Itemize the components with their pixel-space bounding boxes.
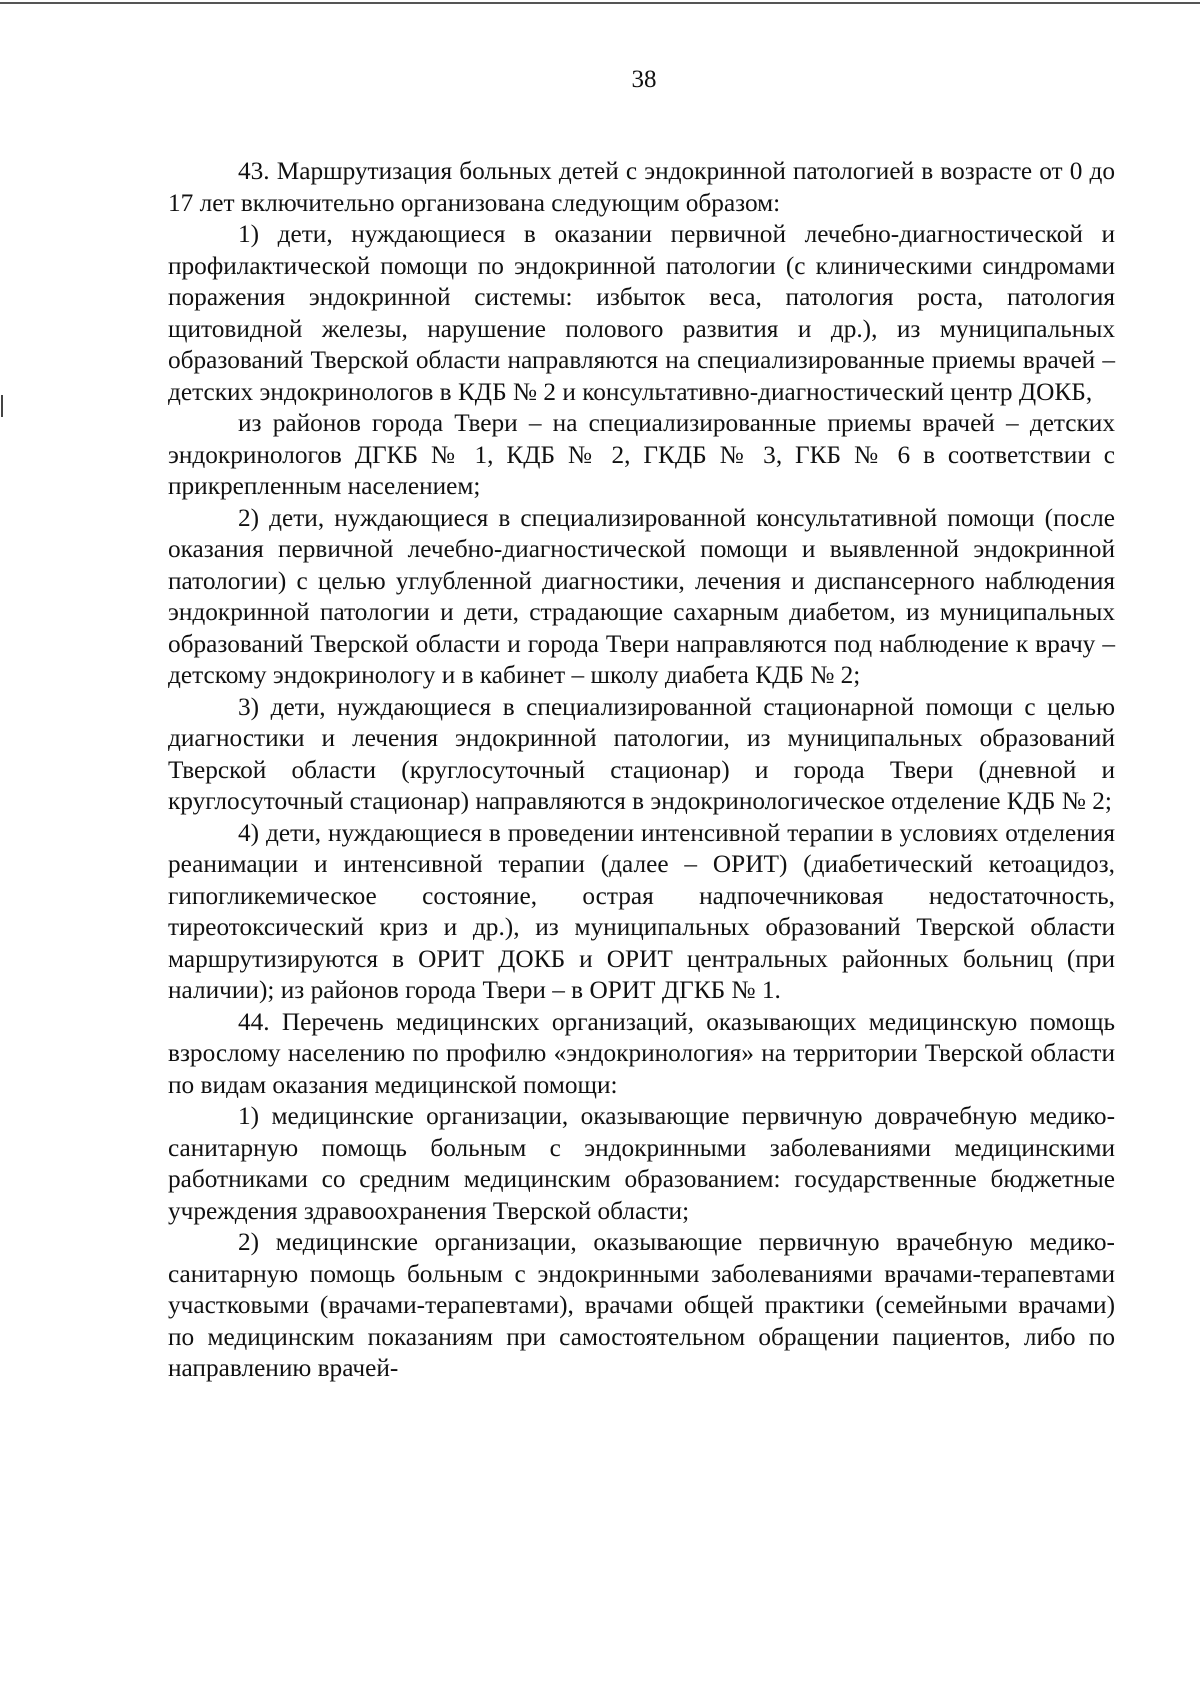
- paragraph-44-item-2: 2) медицинские организации, оказывающие первичную врачебную медико-санитарную помощь больным с эндокринными заболеваниями врачами-терапевтами участковыми (врачами-терапевтами), врачами общей практики (семейными врачами) по медицинским показаниям при самостоятельном обращении пациентов, либо по направлению врачей-: [168, 1228, 1115, 1382]
- paragraph-43-intro: 43. Маршрутизация больных детей с эндокринной патологией в возрасте от 0 до 17 лет включительно организована следующим образом:: [168, 157, 1115, 217]
- scan-border-line: [0, 2, 1200, 4]
- paragraph-44-intro: 44. Перечень медицинских организаций, оказывающих медицинскую помощь взрослому населению по профилю «эндокринология» на территории Тверской области по видам оказания медицинской помощи:: [168, 1007, 1115, 1099]
- paragraph-44-item-1: 1) медицинские организации, оказывающие первичную доврачебную медико-санитарную помощь больным с эндокринными заболеваниями медицинскими работниками со средним медицинским образованием: государственные бюджетные учреждения здравоохранения Тверской области;: [168, 1102, 1115, 1225]
- page-number: 38: [631, 66, 657, 93]
- paragraph-43-item-4: 4) дети, нуждающиеся в проведении интенсивной терапии в условиях отделения реанимации и интенсивной терапии (далее – ОРИТ) (диабетический кетоацидоз, гипогликемическое состояние, острая надпочечниковая недостаточность, тиреотоксический криз и др.), из муниципальных образований Тверской области маршрутизируются в ОРИТ ДОКБ и ОРИТ центральных районных больниц (при наличии); из районов города Твери – в ОРИТ ДГКБ № 1.: [168, 818, 1115, 1004]
- paragraph-43-item-3: 3) дети, нуждающиеся в специализированной стационарной помощи с целью диагностики и лечения эндокринной патологии, из муниципальных образований Тверской области (круглосуточный стационар) и города Твери (дневной и круглосуточный стационар) направляются в эндокринологическое отделение КДБ № 2;: [168, 692, 1115, 815]
- paragraph-43-item-1-tver: из районов города Твери – на специализированные приемы врачей – детских эндокринологов ДГКБ № 1, КДБ № 2, ГКДБ № 3, ГКБ № 6 в соответствии с прикрепленным населением;: [168, 409, 1115, 500]
- paragraph-43-item-2: 2) дети, нуждающиеся в специализированной консультативной помощи (после оказания первичной лечебно-диагностической помощи и выявленной эндокринной патологии) с целью углубленной диагностики, лечения и диспансерного наблюдения эндокринной патологии и дети, страдающие сахарным диабетом, из муниципальных образований Тверской области и города Твери направляются под наблюдение к врачу – детскому эндокринологу и в кабинет – школу диабета КДБ № 2;: [168, 503, 1115, 689]
- paragraph-43-item-1: 1) дети, нуждающиеся в оказании первичной лечебно-диагностической и профилактической помощи по эндокринной патологии (с клиническими синдромами поражения эндокринной системы: избыток веса, патология роста, патология щитовидной железы, нарушение полового развития и др.), из муниципальных образований Тверской области направляются на специализированные приемы врачей – детских эндокринологов в КДБ № 2 и консультативно-диагностический центр ДОКБ,: [168, 220, 1115, 406]
- document-body: [168, 156, 1115, 1385]
- scan-edge-mark: [1, 395, 3, 417]
